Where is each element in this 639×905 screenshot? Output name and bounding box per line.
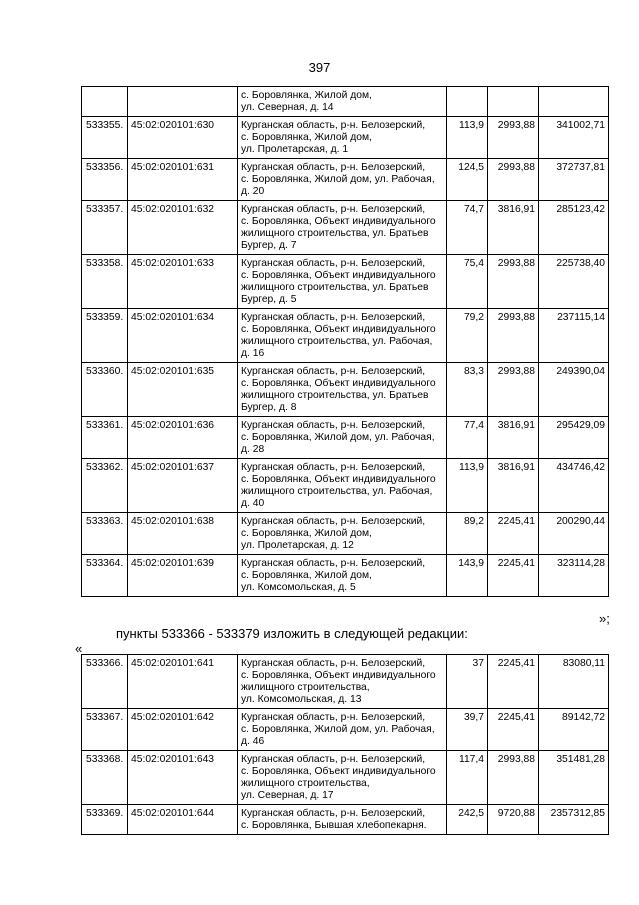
area-cell: 143,9: [447, 555, 488, 597]
address-line: с. Боровлянка, Объект индивидуального: [241, 766, 436, 777]
cadastral-value-cell: 2357312,85: [539, 805, 609, 835]
address-line: Курганская область, р-н. Белозерский,: [241, 312, 426, 323]
cadastral-number-cell: [128, 87, 238, 117]
area-cell: [447, 87, 488, 117]
cadastral-value-cell: 323114,28: [539, 555, 609, 597]
row-number-cell: 533364.: [82, 555, 128, 597]
rate-cell: 2993,88: [488, 159, 539, 201]
rate-cell: 9720,88: [488, 805, 539, 835]
area-cell: 74,7: [447, 201, 488, 255]
table-row: [82, 87, 609, 117]
cadastral-value-cell: 341002,71: [539, 117, 609, 159]
rate-cell: 2993,88: [488, 255, 539, 309]
address-line: Бургер, д. 5: [241, 294, 297, 305]
address-cell: [238, 709, 447, 751]
cadastral-number-cell: 45:02:020101:630: [128, 117, 238, 159]
table-row: [82, 459, 609, 513]
cadastral-number-cell: 45:02:020101:638: [128, 513, 238, 555]
table-row: [82, 709, 609, 751]
address-line: д. 46: [241, 736, 265, 747]
cadastral-value-cell: 351481,28: [539, 751, 609, 805]
address-cell: [238, 309, 447, 363]
address-cell: [238, 513, 447, 555]
address-line: жилищного строительства, ул. Братьев: [241, 390, 429, 401]
address-line: Курганская область, р-н. Белозерский,: [241, 516, 426, 527]
address-line: с. Боровлянка, Жилой дом,: [241, 90, 372, 101]
table-row: [82, 159, 609, 201]
cadastral-value-cell: [539, 87, 609, 117]
address-line: с. Боровлянка, Объект индивидуального: [241, 216, 436, 227]
row-number-cell: 533368.: [82, 751, 128, 805]
address-line: ул. Пролетарская, д. 1: [241, 144, 349, 155]
rate-cell: 2245,41: [488, 513, 539, 555]
address-line: Курганская область, р-н. Белозерский,: [241, 808, 426, 819]
rate-cell: 2993,88: [488, 309, 539, 363]
cadastral-number-cell: 45:02:020101:631: [128, 159, 238, 201]
address-line: Курганская область, р-н. Белозерский,: [241, 120, 426, 131]
area-cell: 113,9: [447, 459, 488, 513]
cadastral-value-cell: 237115,14: [539, 309, 609, 363]
address-line: Бургер, д. 8: [241, 402, 297, 413]
address-line: с. Боровлянка, Жилой дом, ул. Рабочая,: [241, 724, 435, 735]
row-number-cell: 533357.: [82, 201, 128, 255]
address-line: с. Боровлянка, Объект индивидуального: [241, 324, 436, 335]
address-line: д. 20: [241, 186, 265, 197]
address-line: жилищного строительства,: [241, 778, 370, 789]
row-number-cell: 533360.: [82, 363, 128, 417]
cadastral-value-cell: 372737,81: [539, 159, 609, 201]
address-line: жилищного строительства, ул. Рабочая,: [241, 336, 433, 347]
address-cell: [238, 201, 447, 255]
address-line: Курганская область, р-н. Белозерский,: [241, 204, 426, 215]
registry-table-continued: [81, 86, 609, 597]
address-line: с. Боровлянка, Жилой дом, ул. Рабочая,: [241, 174, 435, 185]
address-line: с. Боровлянка, Жилой дом,: [241, 528, 372, 539]
table-row: [82, 117, 609, 159]
address-line: ул. Северная, д. 17: [241, 790, 334, 801]
row-number-cell: [82, 87, 128, 117]
address-line: Курганская область, р-н. Белозерский,: [241, 420, 426, 431]
table-row: [82, 655, 609, 709]
area-cell: 77,4: [447, 417, 488, 459]
cadastral-number-cell: 45:02:020101:635: [128, 363, 238, 417]
address-line: Курганская область, р-н. Белозерский,: [241, 658, 426, 669]
cadastral-value-cell: 295429,09: [539, 417, 609, 459]
cadastral-value-cell: 249390,04: [539, 363, 609, 417]
row-number-cell: 533369.: [82, 805, 128, 835]
address-line: ул. Комсомольская, д. 5: [241, 582, 356, 593]
address-line: ул. Пролетарская, д. 12: [241, 540, 354, 551]
table1-body: [82, 87, 609, 597]
address-cell: [238, 751, 447, 805]
opening-quote-mark: «: [75, 641, 83, 656]
address-line: жилищного строительства, ул. Рабочая,: [241, 486, 433, 497]
area-cell: 39,7: [447, 709, 488, 751]
address-line: д. 40: [241, 498, 265, 509]
registry-table-amended: [81, 654, 609, 835]
area-cell: 242,5: [447, 805, 488, 835]
area-cell: 89,2: [447, 513, 488, 555]
rate-cell: [488, 87, 539, 117]
address-line: с. Боровлянка, Жилой дом, ул. Рабочая,: [241, 432, 435, 443]
address-line: Курганская область, р-н. Белозерский,: [241, 558, 426, 569]
address-line: ул. Северная, д. 14: [241, 102, 334, 113]
address-line: с. Боровлянка, Объект индивидуального: [241, 270, 436, 281]
page-number: 397: [308, 60, 331, 75]
address-line: жилищного строительства, ул. Братьев: [241, 282, 429, 293]
amendment-instruction: пункты 533366 - 533379 изложить в следующей редакции:: [116, 626, 468, 641]
cadastral-value-cell: 434746,42: [539, 459, 609, 513]
address-line: д. 28: [241, 444, 265, 455]
cadastral-number-cell: 45:02:020101:643: [128, 751, 238, 805]
rate-cell: 3816,91: [488, 201, 539, 255]
area-cell: 37: [447, 655, 488, 709]
address-line: с. Боровлянка, Жилой дом,: [241, 132, 372, 143]
rate-cell: 2245,41: [488, 555, 539, 597]
table-row: [82, 201, 609, 255]
address-line: Курганская область, р-н. Белозерский,: [241, 366, 426, 377]
address-line: Курганская область, р-н. Белозерский,: [241, 162, 426, 173]
row-number-cell: 533359.: [82, 309, 128, 363]
row-number-cell: 533362.: [82, 459, 128, 513]
cadastral-number-cell: 45:02:020101:632: [128, 201, 238, 255]
area-cell: 83,3: [447, 363, 488, 417]
address-cell: [238, 363, 447, 417]
cadastral-number-cell: 45:02:020101:637: [128, 459, 238, 513]
table-row: [82, 555, 609, 597]
address-line: жилищного строительства, ул. Братьев: [241, 228, 429, 239]
table-row: [82, 751, 609, 805]
address-line: Курганская область, р-н. Белозерский,: [241, 462, 426, 473]
table-row: [82, 417, 609, 459]
rate-cell: 3816,91: [488, 459, 539, 513]
table-row: [82, 805, 609, 835]
address-cell: [238, 255, 447, 309]
table-row: [82, 513, 609, 555]
cadastral-value-cell: 89142,72: [539, 709, 609, 751]
address-cell: [238, 805, 447, 835]
cadastral-number-cell: 45:02:020101:644: [128, 805, 238, 835]
cadastral-number-cell: 45:02:020101:636: [128, 417, 238, 459]
address-line: д. 16: [241, 348, 265, 359]
address-line: с. Боровлянка, Бывшая хлебопекарня.: [241, 820, 427, 831]
area-cell: 117,4: [447, 751, 488, 805]
cadastral-number-cell: 45:02:020101:641: [128, 655, 238, 709]
closing-quote-mark: »;: [599, 611, 610, 626]
row-number-cell: 533358.: [82, 255, 128, 309]
row-number-cell: 533363.: [82, 513, 128, 555]
area-cell: 113,9: [447, 117, 488, 159]
cadastral-value-cell: 200290,44: [539, 513, 609, 555]
rate-cell: 2993,88: [488, 751, 539, 805]
address-cell: [238, 655, 447, 709]
cadastral-value-cell: 225738,40: [539, 255, 609, 309]
address-line: Курганская область, р-н. Белозерский,: [241, 712, 426, 723]
address-line: Бургер, д. 7: [241, 240, 297, 251]
table-row: [82, 363, 609, 417]
cadastral-number-cell: 45:02:020101:634: [128, 309, 238, 363]
address-cell: [238, 159, 447, 201]
address-line: с. Боровлянка, Объект индивидуального: [241, 670, 436, 681]
cadastral-number-cell: 45:02:020101:642: [128, 709, 238, 751]
cadastral-value-cell: 285123,42: [539, 201, 609, 255]
rate-cell: 2245,41: [488, 709, 539, 751]
address-cell: [238, 555, 447, 597]
table2-body: [82, 655, 609, 835]
table-row: [82, 309, 609, 363]
address-line: с. Боровлянка, Жилой дом,: [241, 570, 372, 581]
rate-cell: 2993,88: [488, 363, 539, 417]
area-cell: 124,5: [447, 159, 488, 201]
rate-cell: 2245,41: [488, 655, 539, 709]
rate-cell: 2993,88: [488, 117, 539, 159]
cadastral-number-cell: 45:02:020101:639: [128, 555, 238, 597]
address-line: с. Боровлянка, Объект индивидуального: [241, 378, 436, 389]
row-number-cell: 533355.: [82, 117, 128, 159]
address-line: Курганская область, р-н. Белозерский,: [241, 754, 426, 765]
address-cell: [238, 87, 447, 117]
address-cell: [238, 417, 447, 459]
address-line: с. Боровлянка, Объект индивидуального: [241, 474, 436, 485]
address-line: ул. Комсомольская, д. 13: [241, 694, 362, 705]
table-row: [82, 255, 609, 309]
row-number-cell: 533361.: [82, 417, 128, 459]
row-number-cell: 533367.: [82, 709, 128, 751]
cadastral-number-cell: 45:02:020101:633: [128, 255, 238, 309]
address-line: Курганская область, р-н. Белозерский,: [241, 258, 426, 269]
row-number-cell: 533366.: [82, 655, 128, 709]
address-cell: [238, 117, 447, 159]
address-line: жилищного строительства,: [241, 682, 370, 693]
cadastral-value-cell: 83080,11: [539, 655, 609, 709]
row-number-cell: 533356.: [82, 159, 128, 201]
area-cell: 79,2: [447, 309, 488, 363]
area-cell: 75,4: [447, 255, 488, 309]
rate-cell: 3816,91: [488, 417, 539, 459]
address-cell: [238, 459, 447, 513]
